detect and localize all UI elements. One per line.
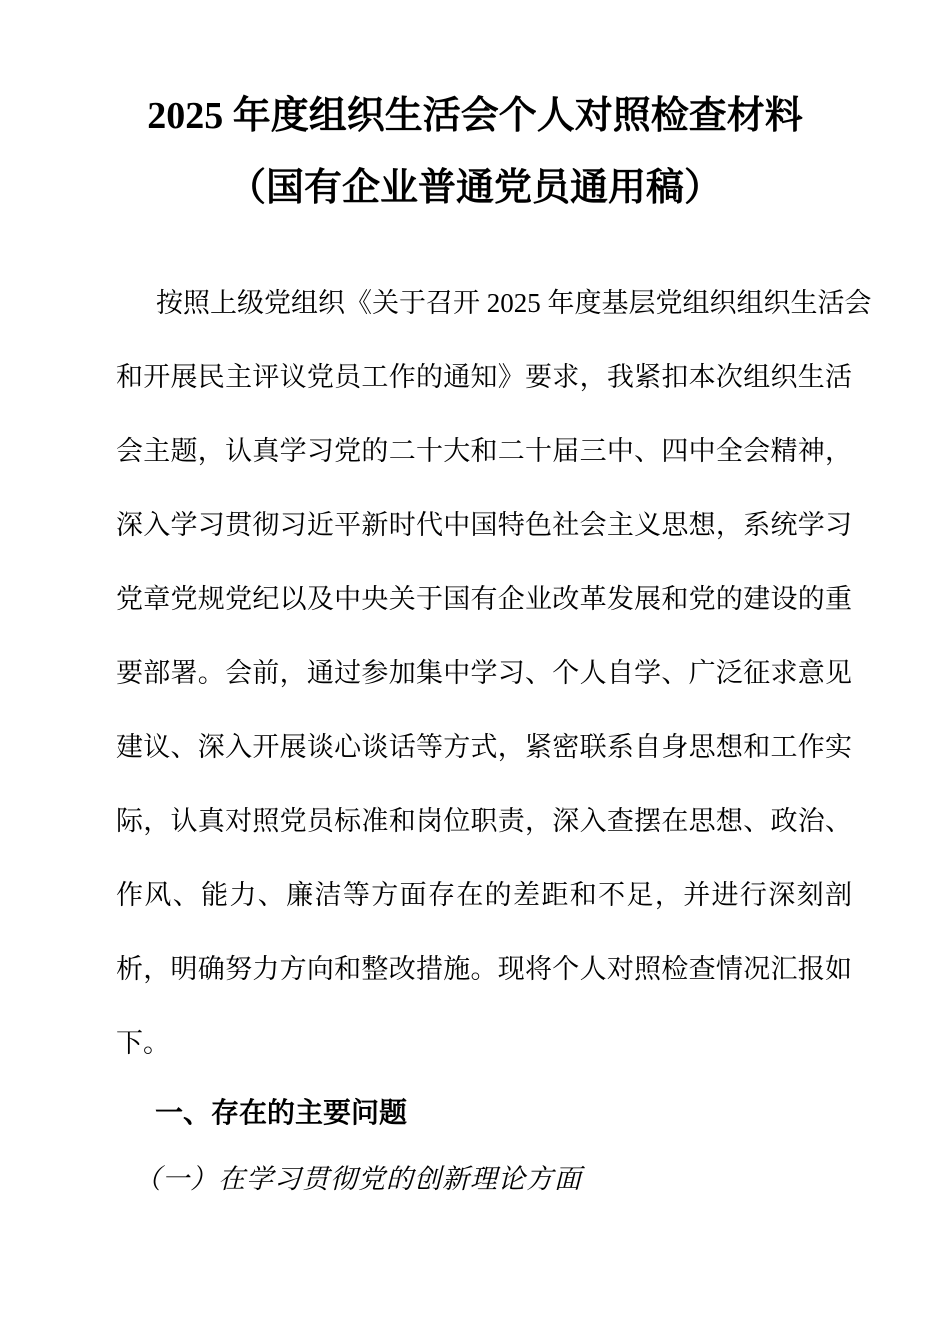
paragraph-line: 要部署。会前，通过参加集中学习、个人自学、广泛征求意见	[116, 658, 852, 688]
paragraph-line: 和开展民主评议党员工作的通知》要求，我紧扣本次组织生活	[116, 362, 852, 392]
paragraph-line: 际，认真对照党员标准和岗位职责，深入查摆在思想、政治、	[116, 806, 852, 836]
paragraph-line: 会主题，认真学习党的二十大和二十届三中、四中全会精神，	[116, 436, 852, 466]
paragraph-line: 党章党规党纪以及中央关于国有企业改革发展和党的建设的重	[116, 584, 852, 614]
document-body	[116, 266, 872, 1212]
paragraph-line: 下。	[116, 1028, 170, 1058]
paragraph-line: 深入学习贯彻习近平新时代中国特色社会主义思想，系统学习	[116, 510, 852, 540]
subsection-heading-innovation-theory: （一）在学习贯彻党的创新理论方面	[134, 1164, 582, 1194]
paragraph-line: 析，明确努力方向和整改措施。现将个人对照检查情况汇报如	[116, 954, 852, 984]
paragraph-line: 按照上级党组织《关于召开 2025 年度基层党组织组织生活会	[156, 288, 872, 318]
paragraph-line: 作风、能力、廉洁等方面存在的差距和不足，并进行深刻剖	[116, 880, 852, 910]
document-title	[0, 80, 950, 224]
section-heading-main-problems: 一、存在的主要问题	[155, 1097, 408, 1128]
document-title-line-1: 2025 年度组织生活会个人对照检查材料	[147, 95, 803, 137]
paragraph-line: 建议、深入开展谈心谈话等方式，紧密联系自身思想和工作实	[116, 732, 852, 762]
opening-paragraph	[116, 266, 872, 1080]
document-title-line-2: （国有企业普通党员通用稿）	[227, 167, 722, 209]
